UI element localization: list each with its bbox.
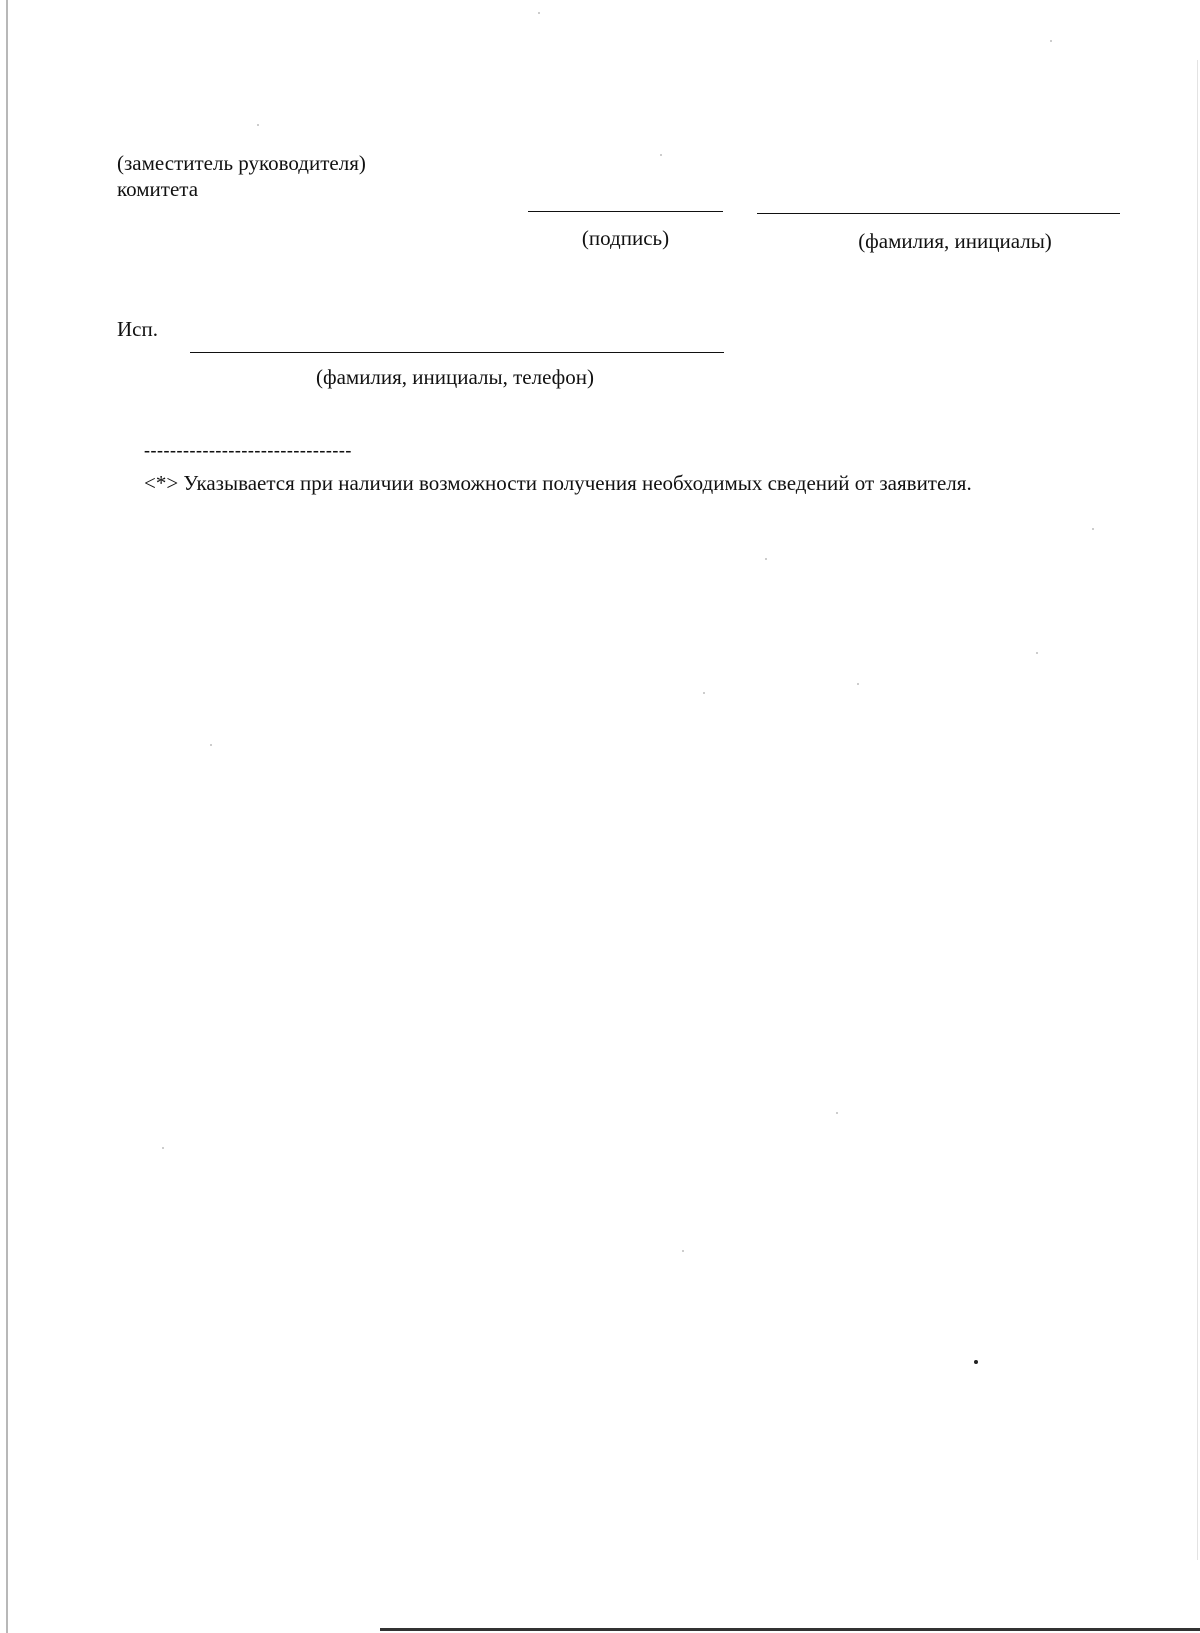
executor-label: Исп.	[117, 317, 158, 341]
scan-speck	[857, 683, 859, 685]
scan-edge-right	[1197, 60, 1198, 1560]
scan-speck	[765, 558, 767, 560]
scan-edge-bottom	[380, 1628, 1200, 1631]
scan-speck	[682, 1250, 684, 1252]
footnote-text: <*> Указывается при наличии возможности получения необходимых сведений от заявителя.	[144, 471, 972, 495]
name-line	[757, 213, 1120, 214]
executor-caption: (фамилия, инициалы, телефон)	[315, 365, 594, 389]
scan-speck	[836, 1112, 838, 1114]
scan-speck	[257, 124, 259, 126]
scan-speck	[210, 744, 212, 746]
executor-line	[190, 352, 724, 353]
position-title-line-1: (заместитель руководителя)	[117, 151, 366, 175]
signature-caption: (подпись)	[581, 226, 670, 250]
scan-speck	[162, 1147, 164, 1149]
scan-edge-left	[6, 0, 8, 1633]
position-title-line-2: комитета	[117, 177, 199, 201]
scan-speck	[1036, 652, 1038, 654]
footnote-separator: --------------------------------	[144, 440, 352, 460]
scan-speck	[660, 154, 662, 156]
scan-speck	[1092, 528, 1094, 530]
scan-speck	[538, 12, 540, 14]
name-caption: (фамилия, инициалы)	[858, 229, 1052, 253]
scan-speck	[1050, 40, 1052, 42]
scan-speck-dark	[974, 1360, 978, 1364]
signature-line	[528, 211, 723, 212]
scan-speck	[703, 692, 705, 694]
